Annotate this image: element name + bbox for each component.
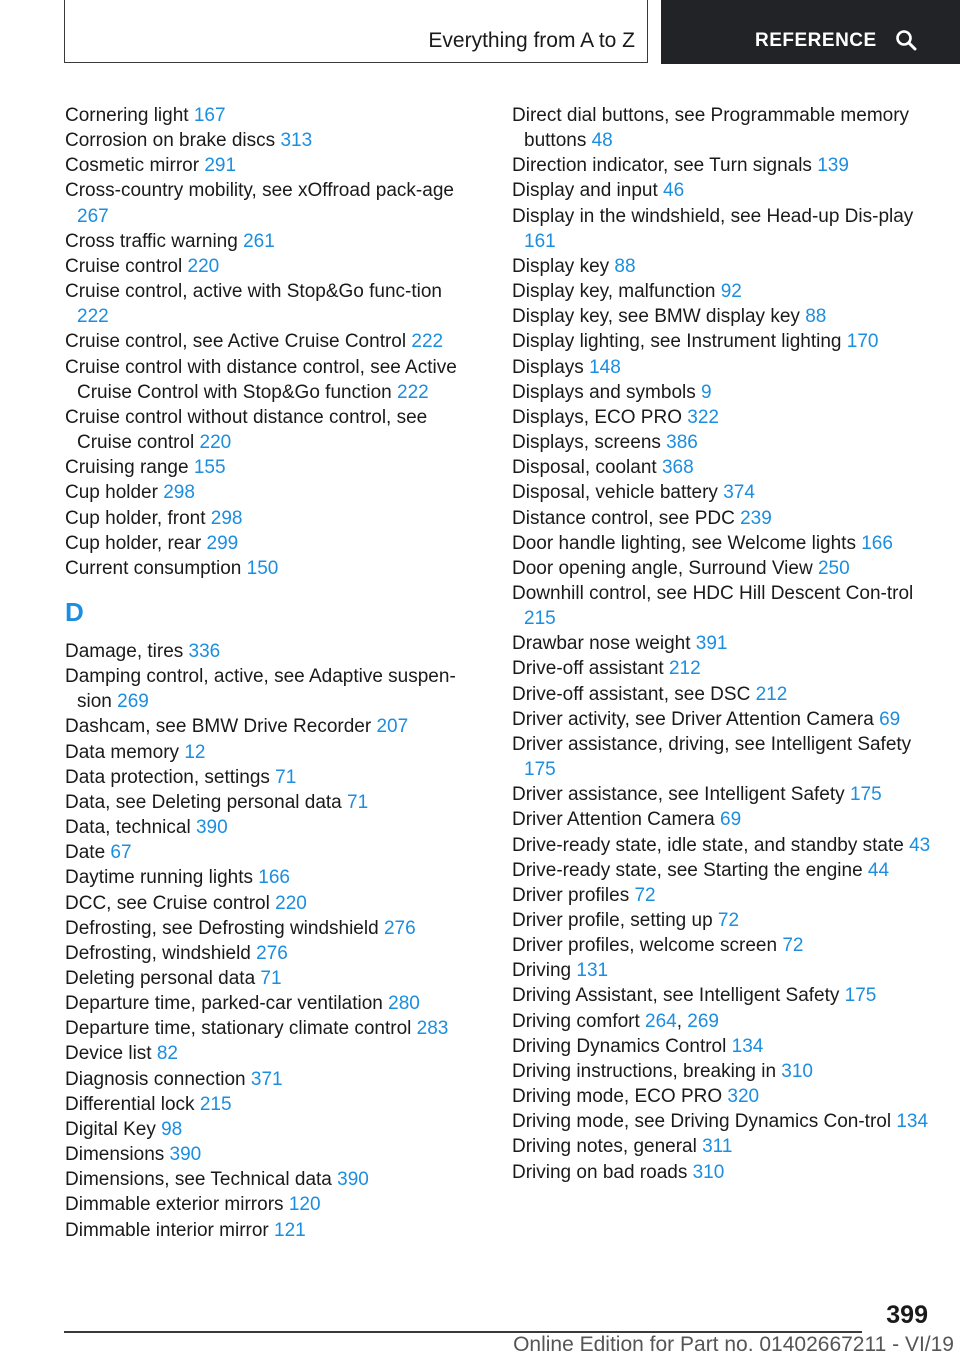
index-entry — [65, 840, 475, 865]
page-link[interactable]: 12 — [184, 741, 206, 763]
index-entry — [65, 153, 475, 178]
page-link[interactable]: 44 — [867, 859, 890, 881]
index-entry — [512, 983, 932, 1008]
index-entry — [65, 128, 475, 153]
index-entry-text: Diagnosis connection — [65, 1068, 251, 1090]
index-entry — [512, 883, 932, 908]
index-entry-text: Driver profiles, welcome screen — [512, 935, 783, 957]
index-entry — [65, 178, 475, 228]
page-link[interactable]: 220 — [199, 432, 232, 454]
page-link[interactable]: 371 — [250, 1068, 283, 1090]
page-link[interactable]: 283 — [416, 1018, 449, 1040]
index-entry-text: Dashcam, see BMW Drive Recorder — [65, 716, 377, 738]
index-entry — [65, 740, 475, 765]
index-entry-text: Display lighting, see Instrument lighting — [512, 331, 847, 353]
index-entry-text: Driving notes, general — [512, 1136, 703, 1158]
index-entry-text: Driving comfort — [512, 1010, 646, 1032]
page-link[interactable]: 71 — [347, 791, 369, 813]
page-link[interactable]: 215 — [199, 1093, 232, 1115]
index-entry — [65, 991, 475, 1016]
index-entry — [65, 1167, 475, 1192]
index-entry-text: Distance control, see PDC — [512, 507, 741, 529]
reference-tab-label: REFERENCE — [755, 30, 877, 51]
index-entry-text: Cosmetic mirror — [65, 155, 205, 177]
page-link[interactable]: 311 — [702, 1136, 733, 1158]
page-link[interactable]: 175 — [844, 985, 877, 1007]
page-link[interactable]: 175 — [524, 759, 556, 781]
index-entry — [512, 1034, 932, 1059]
page-link[interactable]: 155 — [193, 457, 226, 479]
page-link[interactable]: 139 — [817, 155, 849, 177]
index-entry — [512, 204, 932, 254]
index-entry — [512, 807, 932, 832]
index-entry-text: Cruising range — [65, 457, 194, 479]
index-entry — [65, 1218, 475, 1243]
page-link[interactable]: 298 — [163, 482, 195, 504]
index-entry-text: Cross-country mobility, see xOffroad pack-age — [65, 180, 454, 202]
index-entry — [65, 531, 475, 556]
page-link[interactable]: 161 — [524, 230, 556, 252]
index-entry — [65, 639, 475, 664]
index-entry — [65, 455, 475, 480]
index-entry-text: Displays, ECO PRO — [512, 406, 688, 428]
index-entry-text: Cross traffic warning — [65, 230, 244, 252]
page-link[interactable]: 69 — [879, 708, 901, 730]
index-entry-text: Defrosting, windshield — [65, 942, 257, 964]
index-entry-text: Drive-off assistant, see DSC — [512, 683, 756, 705]
header-section-box — [64, 0, 648, 63]
index-entry — [512, 153, 932, 178]
index-entry-text: Cup holder, rear — [65, 532, 207, 554]
index-entry-text: Driving — [512, 960, 577, 982]
index-entry-text: Dimmable interior mirror — [65, 1219, 275, 1241]
index-entry — [512, 103, 932, 153]
header-section-title: Everything from A to Z — [428, 29, 635, 52]
page-link[interactable]: 134 — [731, 1035, 764, 1057]
index-entry-text: Cornering light — [65, 105, 194, 126]
index-entry — [512, 782, 932, 807]
index-entry-text: Displays and symbols — [512, 381, 702, 403]
page-link[interactable]: 48 — [591, 130, 613, 152]
index-entry — [65, 279, 475, 329]
page-link[interactable]: 72 — [782, 935, 804, 957]
index-entry-text: Differential lock — [65, 1093, 200, 1115]
index-entry — [65, 1067, 475, 1092]
index-entry — [512, 732, 932, 782]
index-entry-text: Door opening angle, Surround View — [512, 557, 818, 579]
index-entry-text: Displays, screens — [512, 432, 667, 454]
page-link[interactable]: 148 — [589, 356, 621, 378]
page-link[interactable]: 276 — [383, 917, 416, 939]
page-link[interactable]: 150 — [246, 557, 279, 579]
index-entry — [65, 891, 475, 916]
index-entry — [512, 858, 932, 883]
index-entry-text: Driver assistance, driving, see Intelligent Safety — [512, 733, 912, 755]
index-entry-text: Display key, malfunction — [512, 281, 721, 303]
index-entry-text: Damage, tires — [65, 640, 189, 662]
page-link[interactable]: 269 — [687, 1010, 719, 1032]
page-link[interactable]: 175 — [849, 784, 882, 806]
index-column-left — [65, 103, 475, 1243]
index-entry — [65, 916, 475, 941]
page-link[interactable]: 72 — [717, 910, 740, 931]
index-entry — [512, 833, 932, 858]
page-link[interactable]: 310 — [781, 1060, 813, 1082]
index-entry-text: Defrosting, see Defrosting windshield — [65, 917, 384, 939]
index-entry — [512, 1059, 932, 1084]
page-link[interactable]: 88 — [614, 255, 636, 277]
index-entry — [512, 958, 932, 983]
page-link[interactable]: 336 — [188, 640, 221, 662]
index-entry-text: Driving Assistant, see Intelligent Safety — [512, 985, 845, 1007]
page-link[interactable]: 215 — [524, 608, 556, 630]
index-entry-text: Driver profiles — [512, 884, 635, 906]
index-entry-text: Direct dial buttons, see Programmable memory buttons — [512, 105, 910, 152]
index-entry — [65, 506, 475, 531]
index-entry-text: Date — [65, 842, 111, 864]
index-entry — [65, 941, 475, 966]
index-entry — [512, 933, 932, 958]
index-entry-text: Digital Key — [65, 1118, 162, 1140]
index-entry — [512, 506, 932, 531]
page-link[interactable]: 299 — [206, 532, 239, 554]
index-entry — [65, 664, 475, 714]
page-link[interactable]: 98 — [161, 1118, 183, 1140]
page-link[interactable]: 269 — [117, 691, 149, 713]
index-entry — [512, 355, 932, 380]
index-entry-text: Driving mode, see Driving Dynamics Con-trol — [512, 1111, 897, 1133]
index-entry-text: Corrosion on brake discs — [65, 130, 281, 152]
page-link[interactable]: 134 — [896, 1111, 929, 1133]
index-entry — [512, 707, 932, 732]
index-entry — [512, 1084, 932, 1109]
index-group-d — [65, 639, 475, 1243]
index-entry-text: Disposal, coolant — [512, 457, 662, 479]
index-entry-text: Damping control, active, see Adaptive suspen-sion — [65, 666, 456, 713]
index-entry — [65, 1016, 475, 1041]
index-entry — [65, 865, 475, 890]
page-link[interactable]: 131 — [576, 960, 609, 982]
page-link[interactable]: 298 — [210, 507, 243, 529]
index-entry — [512, 1160, 932, 1185]
index-entry — [512, 178, 932, 203]
page-link[interactable]: 46 — [663, 180, 685, 202]
index-entry — [512, 1134, 932, 1159]
index-entry-text: Cup holder, front — [65, 507, 211, 529]
page-link[interactable]: 261 — [243, 230, 275, 252]
page-link[interactable]: 121 — [274, 1219, 306, 1241]
search-icon[interactable] — [895, 29, 917, 51]
page-link[interactable]: 220 — [187, 255, 220, 277]
page-link[interactable]: 88 — [805, 306, 827, 328]
index-entry — [65, 765, 475, 790]
index-entry — [512, 531, 932, 556]
index-entry — [65, 1142, 475, 1167]
page-link[interactable]: 280 — [388, 993, 420, 1015]
index-entry-text: Drive-ready state, idle state, and standby state — [512, 834, 910, 856]
index-entry — [65, 329, 475, 354]
index-entry — [65, 1041, 475, 1066]
page-number: 399 — [886, 1301, 928, 1329]
index-entry — [65, 229, 475, 254]
page-link[interactable]: 220 — [275, 892, 307, 914]
page-link[interactable]: 212 — [668, 658, 701, 680]
index-entry — [65, 790, 475, 815]
page-link[interactable]: 72 — [634, 884, 656, 906]
page-link[interactable]: 374 — [723, 482, 755, 504]
section-letter-d: D — [65, 596, 84, 627]
index-entry-text: Drive-ready state, see Starting the engine — [512, 859, 868, 881]
index-entry — [65, 355, 475, 405]
index-entry — [65, 1192, 475, 1217]
page-link[interactable]: 368 — [661, 457, 694, 479]
page-link[interactable]: 391 — [695, 633, 728, 655]
page-link[interactable]: 390 — [337, 1169, 369, 1191]
page-link[interactable]: 313 — [280, 130, 313, 152]
page-link[interactable]: 291 — [204, 155, 237, 177]
page-link[interactable]: 222 — [77, 306, 109, 328]
index-entry — [512, 908, 932, 933]
page-link[interactable]: 267 — [77, 205, 109, 227]
index-entry — [65, 1092, 475, 1117]
index-entry-text: Driving on bad roads — [512, 1161, 693, 1183]
page-link[interactable]: 390 — [195, 817, 228, 839]
index-entry-text: Daytime running lights — [65, 867, 259, 889]
page-link[interactable]: 167 — [193, 105, 226, 126]
index-entry-text: Cruise control, active with Stop&Go func-tion — [65, 281, 443, 303]
page-link[interactable]: 120 — [288, 1194, 321, 1216]
index-entry-text: Driver profile, setting up — [512, 910, 718, 931]
index-entry-text: Cup holder — [65, 482, 164, 504]
index-entry-text: Device list — [65, 1043, 157, 1065]
index-entry — [65, 815, 475, 840]
page-link[interactable]: 166 — [861, 532, 893, 554]
index-entry — [512, 380, 932, 405]
index-entry — [512, 430, 932, 455]
index-entry-text: Disposal, vehicle battery — [512, 482, 724, 504]
index-entry-text: Cruise control, see Active Cruise Control — [65, 331, 412, 353]
index-entry-text: Cruise control — [65, 255, 188, 277]
index-entry-text: Deleting personal data — [65, 968, 261, 989]
index-entry-text: Data, see Deleting personal data — [65, 791, 348, 813]
index-entry-text: Display key — [512, 255, 615, 277]
page-link[interactable]: 264 — [645, 1010, 677, 1032]
index-entry — [65, 254, 475, 279]
page-link[interactable]: 310 — [692, 1161, 725, 1183]
index-entry — [65, 714, 475, 739]
index-entry — [512, 682, 932, 707]
index-entry-text: Drive-off assistant — [512, 658, 669, 680]
index-entry — [512, 656, 932, 681]
page-link[interactable]: 170 — [846, 331, 879, 353]
index-entry-text: Data protection, settings — [65, 766, 276, 788]
index-entry — [65, 1117, 475, 1142]
index-entry-text: Driving mode, ECO PRO — [512, 1086, 728, 1108]
footer-edition-text: Online Edition for Part no. 01402667211 - VI/19 — [513, 1333, 954, 1356]
index-entry-text: Displays — [512, 356, 590, 378]
index-entry-text: Dimmable exterior mirrors — [65, 1194, 289, 1216]
index-entry — [65, 103, 475, 128]
page-link[interactable]: 9 — [701, 381, 712, 403]
index-entry-text: Cruise control with distance control, see Active Cruise Control with Stop&Go function — [65, 356, 457, 403]
index-entry-text: Current consumption — [65, 557, 247, 579]
index-entry-text: DCC, see Cruise control — [65, 892, 276, 914]
page-link[interactable]: 82 — [156, 1043, 178, 1065]
page-link[interactable]: 69 — [720, 809, 742, 831]
page-link[interactable]: 222 — [397, 381, 429, 403]
index-entry — [512, 631, 932, 656]
index-entry — [512, 304, 932, 329]
index-entry — [512, 254, 932, 279]
page-link[interactable]: 386 — [666, 432, 698, 454]
index-entry — [65, 480, 475, 505]
page-link[interactable]: 207 — [376, 716, 409, 738]
index-entry-text: Cruise control without distance control, see Cruise control — [65, 406, 428, 454]
index-column-right — [512, 103, 932, 1185]
index-entry-text: Data memory — [65, 741, 185, 763]
index-entry-text: Dimensions — [65, 1144, 170, 1166]
index-entry — [512, 279, 932, 304]
page-link[interactable]: 222 — [411, 331, 444, 353]
index-entry-text: Departure time, parked-car ventilation — [65, 993, 389, 1015]
page-link[interactable]: 43 — [909, 834, 931, 856]
index-entry-text: Data, technical — [65, 817, 196, 839]
index-entry-text: Driving Dynamics Control — [512, 1035, 732, 1057]
page-link[interactable]: 390 — [169, 1144, 202, 1166]
header-reference-tab[interactable] — [661, 0, 960, 64]
index-group-c — [65, 103, 475, 581]
index-entry-text: Driver assistance, see Intelligent Safety — [512, 784, 850, 806]
page-link[interactable]: 322 — [687, 406, 719, 428]
index-entry-text: Display key, see BMW display key — [512, 306, 806, 328]
page-link[interactable]: 239 — [740, 507, 772, 529]
page-link[interactable]: 212 — [755, 683, 788, 705]
index-entry-text: Downhill control, see HDC Hill Descent Con-trol — [512, 582, 914, 604]
index-entry — [512, 556, 932, 581]
index-entry-text: Dimensions, see Technical data — [65, 1169, 338, 1191]
index-entry — [65, 405, 475, 455]
page-link[interactable]: 250 — [817, 557, 850, 579]
index-entry — [512, 581, 932, 631]
page-link[interactable]: 276 — [256, 942, 288, 964]
index-entry-text: Driver Attention Camera — [512, 809, 721, 831]
index-entry-text: Display in the windshield, see Head-up Dis-play — [512, 205, 914, 227]
index-entry — [512, 1109, 932, 1134]
index-entry-text: Driver activity, see Driver Attention Camera — [512, 708, 880, 730]
index-group-d-continued — [512, 103, 932, 1185]
index-entry — [512, 329, 932, 354]
index-entry-text: Display and input — [512, 180, 664, 202]
index-entry — [65, 556, 475, 581]
index-entry — [512, 405, 932, 430]
page-link[interactable]: 320 — [727, 1086, 760, 1108]
index-entry — [512, 455, 932, 480]
page-link[interactable]: 92 — [720, 281, 742, 303]
index-entry-text: Driving instructions, breaking in — [512, 1060, 782, 1082]
index-entry-text: Direction indicator, see Turn signals — [512, 155, 818, 177]
index-entry — [65, 966, 475, 991]
index-entry — [512, 480, 932, 505]
index-entry-text: Door handle lighting, see Welcome lights — [512, 532, 862, 554]
page-link[interactable]: 67 — [110, 842, 132, 864]
page-link[interactable]: 71 — [275, 766, 297, 788]
index-entry-text: Drawbar nose weight — [512, 633, 696, 655]
page-link[interactable]: 71 — [260, 968, 282, 989]
index-entry-text: Departure time, stationary climate control — [65, 1018, 417, 1040]
page-link[interactable]: 166 — [258, 867, 290, 889]
index-entry: Driving comfort 264, 269 — [512, 1010, 719, 1032]
